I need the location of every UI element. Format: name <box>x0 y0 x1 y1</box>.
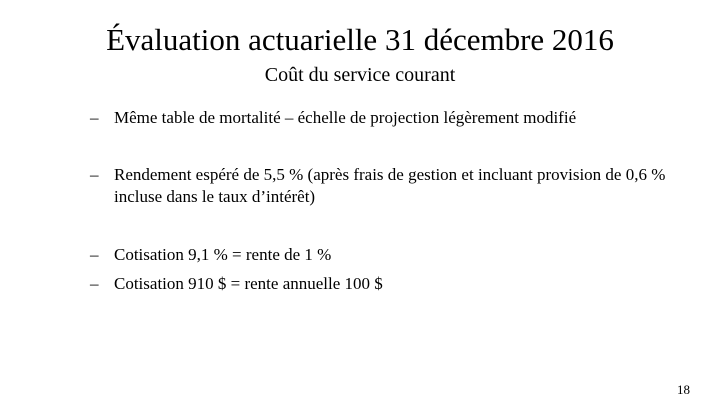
slide-subtitle: Coût du service courant <box>264 64 456 86</box>
page-number: 18 <box>677 382 690 397</box>
bullet-marker: – <box>90 245 99 264</box>
bullet-marker: – <box>90 108 99 127</box>
bullet-text-return: Rendement espéré de 5,5 % (après frais de gestion et incluant provision de 0,6 % incluse dans le taux d’intérêt) <box>114 165 666 206</box>
bullet-item <box>90 244 690 266</box>
bullet-text-mortality: Même table de mortalité – échelle de projection légèrement modifié <box>114 108 577 127</box>
bullet-text-contribution-rate: Cotisation 9,1 % = rente de 1 % <box>114 245 332 264</box>
bullet-marker: – <box>90 274 99 293</box>
slide-title: Évaluation actuarielle 31 décembre 2016 <box>106 22 614 57</box>
bullet-item <box>90 273 690 295</box>
bullet-item <box>90 107 690 129</box>
bullet-item <box>90 164 690 208</box>
bullet-marker: – <box>90 165 99 184</box>
bullet-text-contribution-amount: Cotisation 910 $ = rente annuelle 100 $ <box>114 274 383 293</box>
